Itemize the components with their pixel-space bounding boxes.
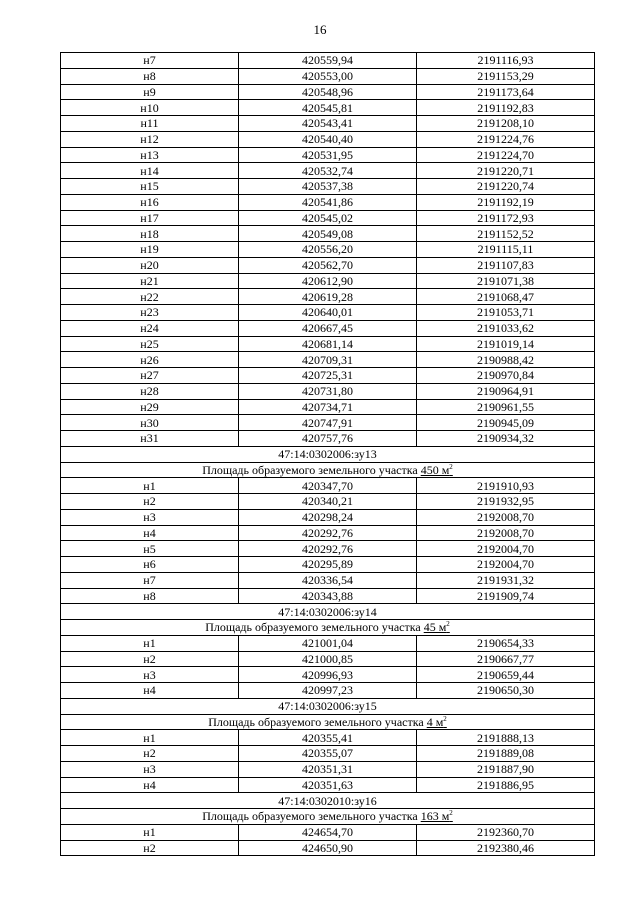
coordinate-row bbox=[61, 746, 595, 762]
x-coordinate: 420292,76 bbox=[239, 541, 417, 557]
x-coordinate: 420747,91 bbox=[239, 415, 417, 431]
coordinate-row bbox=[61, 257, 595, 273]
x-coordinate: 420355,41 bbox=[239, 730, 417, 746]
coordinate-row bbox=[61, 572, 595, 588]
point-id: н12 bbox=[61, 131, 239, 147]
x-coordinate: 424650,90 bbox=[239, 840, 417, 856]
y-coordinate: 2190659,44 bbox=[417, 667, 595, 683]
x-coordinate: 420996,93 bbox=[239, 667, 417, 683]
x-coordinate: 420532,74 bbox=[239, 163, 417, 179]
cadastral-number-row bbox=[61, 446, 595, 462]
area-cell bbox=[61, 714, 595, 730]
point-id: н2 bbox=[61, 840, 239, 856]
y-coordinate: 2190961,55 bbox=[417, 399, 595, 415]
area-amount: 450 м bbox=[420, 462, 450, 477]
point-id: н28 bbox=[61, 383, 239, 399]
x-coordinate: 420548,96 bbox=[239, 84, 417, 100]
area-label: Площадь образуемого земельного участка bbox=[202, 809, 418, 824]
x-coordinate: 420347,70 bbox=[239, 478, 417, 494]
y-coordinate: 2191220,71 bbox=[417, 163, 595, 179]
coordinate-row bbox=[61, 116, 595, 132]
y-coordinate: 2190650,30 bbox=[417, 683, 595, 699]
coordinate-row bbox=[61, 478, 595, 494]
coordinate-row bbox=[61, 226, 595, 242]
x-coordinate: 420295,89 bbox=[239, 557, 417, 573]
coordinate-row bbox=[61, 541, 595, 557]
y-coordinate: 2191886,95 bbox=[417, 777, 595, 793]
point-id: н15 bbox=[61, 179, 239, 195]
coordinate-row bbox=[61, 824, 595, 840]
coordinate-row bbox=[61, 683, 595, 699]
x-coordinate: 420667,45 bbox=[239, 320, 417, 336]
x-coordinate: 420553,00 bbox=[239, 68, 417, 84]
page-number: 16 bbox=[313, 22, 327, 37]
x-coordinate: 420292,76 bbox=[239, 525, 417, 541]
x-coordinate: 420997,23 bbox=[239, 683, 417, 699]
x-coordinate: 420343,88 bbox=[239, 588, 417, 604]
area-cell bbox=[61, 462, 595, 478]
x-coordinate: 420540,40 bbox=[239, 131, 417, 147]
x-coordinate: 420543,41 bbox=[239, 116, 417, 132]
area-amount: 163 м bbox=[420, 809, 450, 824]
cadastral-number: 47:14:0302006:зу14 bbox=[61, 604, 595, 620]
area-value bbox=[424, 620, 450, 634]
point-id: н7 bbox=[61, 53, 239, 69]
point-id: н19 bbox=[61, 242, 239, 258]
area-cell bbox=[61, 809, 595, 825]
x-coordinate: 420681,14 bbox=[239, 336, 417, 352]
y-coordinate: 2191033,62 bbox=[417, 320, 595, 336]
coordinate-row bbox=[61, 525, 595, 541]
coordinate-row bbox=[61, 163, 595, 179]
point-id: н27 bbox=[61, 368, 239, 384]
point-id: н24 bbox=[61, 320, 239, 336]
y-coordinate: 2191173,64 bbox=[417, 84, 595, 100]
coordinate-row bbox=[61, 242, 595, 258]
point-id: н1 bbox=[61, 824, 239, 840]
point-id: н14 bbox=[61, 163, 239, 179]
coordinate-row bbox=[61, 210, 595, 226]
point-id: н1 bbox=[61, 730, 239, 746]
coordinate-row bbox=[61, 557, 595, 573]
point-id: н4 bbox=[61, 777, 239, 793]
coordinate-row bbox=[61, 383, 595, 399]
point-id: н18 bbox=[61, 226, 239, 242]
y-coordinate: 2191116,93 bbox=[417, 53, 595, 69]
coordinate-row bbox=[61, 730, 595, 746]
y-coordinate: 2192004,70 bbox=[417, 557, 595, 573]
cadastral-number: 47:14:0302006:зу15 bbox=[61, 698, 595, 714]
point-id: н2 bbox=[61, 651, 239, 667]
coordinate-row bbox=[61, 494, 595, 510]
point-id: н20 bbox=[61, 257, 239, 273]
x-coordinate: 420298,24 bbox=[239, 509, 417, 525]
point-id: н29 bbox=[61, 399, 239, 415]
y-coordinate: 2190654,33 bbox=[417, 635, 595, 651]
point-id: н10 bbox=[61, 100, 239, 116]
y-coordinate: 2190667,77 bbox=[417, 651, 595, 667]
coordinate-row bbox=[61, 179, 595, 195]
y-coordinate: 2191115,11 bbox=[417, 242, 595, 258]
area-row bbox=[61, 620, 595, 636]
y-coordinate: 2191910,93 bbox=[417, 478, 595, 494]
cadastral-number: 47:14:0302010:зу16 bbox=[61, 793, 595, 809]
area-row bbox=[61, 809, 595, 825]
x-coordinate: 420545,81 bbox=[239, 100, 417, 116]
point-id: н11 bbox=[61, 116, 239, 132]
coordinate-row bbox=[61, 305, 595, 321]
x-coordinate: 420351,31 bbox=[239, 761, 417, 777]
x-coordinate: 420545,02 bbox=[239, 210, 417, 226]
coordinate-row bbox=[61, 131, 595, 147]
y-coordinate: 2191932,95 bbox=[417, 494, 595, 510]
point-id: н13 bbox=[61, 147, 239, 163]
y-coordinate: 2191068,47 bbox=[417, 289, 595, 305]
x-coordinate: 420619,28 bbox=[239, 289, 417, 305]
y-coordinate: 2191071,38 bbox=[417, 273, 595, 289]
y-coordinate: 2191888,13 bbox=[417, 730, 595, 746]
area-amount: 45 м bbox=[423, 620, 447, 635]
coordinate-row bbox=[61, 368, 595, 384]
point-id: н30 bbox=[61, 415, 239, 431]
x-coordinate: 420537,38 bbox=[239, 179, 417, 195]
y-coordinate: 2190970,84 bbox=[417, 368, 595, 384]
y-coordinate: 2191224,70 bbox=[417, 147, 595, 163]
area-label: Площадь образуемого земельного участка bbox=[208, 714, 424, 729]
point-id: н6 bbox=[61, 557, 239, 573]
y-coordinate: 2192360,70 bbox=[417, 824, 595, 840]
coordinate-row bbox=[61, 100, 595, 116]
point-id: н23 bbox=[61, 305, 239, 321]
area-unit-exponent: 2 bbox=[449, 809, 453, 818]
area-cell bbox=[61, 620, 595, 636]
y-coordinate: 2192008,70 bbox=[417, 509, 595, 525]
x-coordinate: 420640,01 bbox=[239, 305, 417, 321]
y-coordinate: 2191172,93 bbox=[417, 210, 595, 226]
x-coordinate: 420549,08 bbox=[239, 226, 417, 242]
point-id: н3 bbox=[61, 761, 239, 777]
point-id: н8 bbox=[61, 588, 239, 604]
x-coordinate: 420612,90 bbox=[239, 273, 417, 289]
y-coordinate: 2191931,32 bbox=[417, 572, 595, 588]
y-coordinate: 2191887,90 bbox=[417, 761, 595, 777]
point-id: н5 bbox=[61, 541, 239, 557]
y-coordinate: 2192004,70 bbox=[417, 541, 595, 557]
y-coordinate: 2191208,10 bbox=[417, 116, 595, 132]
y-coordinate: 2191889,08 bbox=[417, 746, 595, 762]
area-label: Площадь образуемого земельного участка bbox=[205, 620, 421, 635]
y-coordinate: 2191909,74 bbox=[417, 588, 595, 604]
coordinate-row bbox=[61, 667, 595, 683]
coordinate-row bbox=[61, 588, 595, 604]
coordinate-row bbox=[61, 320, 595, 336]
area-value bbox=[427, 715, 447, 729]
x-coordinate: 420340,21 bbox=[239, 494, 417, 510]
area-value bbox=[421, 463, 453, 477]
y-coordinate: 2190964,91 bbox=[417, 383, 595, 399]
cadastral-number-row bbox=[61, 698, 595, 714]
coordinate-row bbox=[61, 399, 595, 415]
x-coordinate: 420709,31 bbox=[239, 352, 417, 368]
coordinate-row bbox=[61, 84, 595, 100]
point-id: н1 bbox=[61, 635, 239, 651]
area-row bbox=[61, 462, 595, 478]
y-coordinate: 2190945,09 bbox=[417, 415, 595, 431]
point-id: н4 bbox=[61, 525, 239, 541]
y-coordinate: 2192380,46 bbox=[417, 840, 595, 856]
y-coordinate: 2191192,19 bbox=[417, 194, 595, 210]
area-unit-exponent: 2 bbox=[443, 714, 447, 723]
coordinate-row bbox=[61, 431, 595, 447]
area-unit-exponent: 2 bbox=[446, 620, 450, 629]
coordinate-row bbox=[61, 777, 595, 793]
y-coordinate: 2190988,42 bbox=[417, 352, 595, 368]
x-coordinate: 420734,71 bbox=[239, 399, 417, 415]
coordinate-row bbox=[61, 289, 595, 305]
point-id: н26 bbox=[61, 352, 239, 368]
point-id: н2 bbox=[61, 494, 239, 510]
x-coordinate: 420562,70 bbox=[239, 257, 417, 273]
x-coordinate: 420757,76 bbox=[239, 431, 417, 447]
point-id: н17 bbox=[61, 210, 239, 226]
x-coordinate: 420355,07 bbox=[239, 746, 417, 762]
y-coordinate: 2191107,83 bbox=[417, 257, 595, 273]
coordinate-row bbox=[61, 68, 595, 84]
point-id: н3 bbox=[61, 509, 239, 525]
point-id: н16 bbox=[61, 194, 239, 210]
x-coordinate: 420731,80 bbox=[239, 383, 417, 399]
point-id: н22 bbox=[61, 289, 239, 305]
point-id: н9 bbox=[61, 84, 239, 100]
point-id: н7 bbox=[61, 572, 239, 588]
x-coordinate: 420531,95 bbox=[239, 147, 417, 163]
area-amount: 4 м bbox=[426, 714, 444, 729]
coordinate-row bbox=[61, 273, 595, 289]
y-coordinate: 2191224,76 bbox=[417, 131, 595, 147]
area-unit-exponent: 2 bbox=[449, 462, 453, 471]
point-id: н8 bbox=[61, 68, 239, 84]
x-coordinate: 424654,70 bbox=[239, 824, 417, 840]
coordinate-row bbox=[61, 53, 595, 69]
cadastral-number-row bbox=[61, 604, 595, 620]
coordinate-row bbox=[61, 840, 595, 856]
y-coordinate: 2191152,52 bbox=[417, 226, 595, 242]
x-coordinate: 420559,94 bbox=[239, 53, 417, 69]
point-id: н2 bbox=[61, 746, 239, 762]
coordinates-table-body bbox=[61, 53, 595, 856]
coordinate-row bbox=[61, 651, 595, 667]
y-coordinate: 2192008,70 bbox=[417, 525, 595, 541]
x-coordinate: 421001,04 bbox=[239, 635, 417, 651]
coordinate-row bbox=[61, 352, 595, 368]
x-coordinate: 420541,86 bbox=[239, 194, 417, 210]
x-coordinate: 420336,54 bbox=[239, 572, 417, 588]
point-id: н25 bbox=[61, 336, 239, 352]
cadastral-number-row bbox=[61, 793, 595, 809]
coordinates-table bbox=[60, 52, 595, 856]
coordinate-row bbox=[61, 509, 595, 525]
point-id: н3 bbox=[61, 667, 239, 683]
y-coordinate: 2191220,74 bbox=[417, 179, 595, 195]
y-coordinate: 2191053,71 bbox=[417, 305, 595, 321]
x-coordinate: 420351,63 bbox=[239, 777, 417, 793]
x-coordinate: 420556,20 bbox=[239, 242, 417, 258]
coordinate-row bbox=[61, 415, 595, 431]
x-coordinate: 421000,85 bbox=[239, 651, 417, 667]
point-id: н4 bbox=[61, 683, 239, 699]
y-coordinate: 2191192,83 bbox=[417, 100, 595, 116]
coordinate-row bbox=[61, 635, 595, 651]
point-id: н21 bbox=[61, 273, 239, 289]
area-row bbox=[61, 714, 595, 730]
y-coordinate: 2191019,14 bbox=[417, 336, 595, 352]
area-label: Площадь образуемого земельного участка bbox=[202, 462, 418, 477]
area-value bbox=[421, 809, 453, 823]
x-coordinate: 420725,31 bbox=[239, 368, 417, 384]
point-id: н1 bbox=[61, 478, 239, 494]
point-id: н31 bbox=[61, 431, 239, 447]
coordinate-row bbox=[61, 147, 595, 163]
coordinate-row bbox=[61, 336, 595, 352]
coordinate-row bbox=[61, 194, 595, 210]
y-coordinate: 2191153,29 bbox=[417, 68, 595, 84]
coordinate-row bbox=[61, 761, 595, 777]
y-coordinate: 2190934,32 bbox=[417, 431, 595, 447]
cadastral-number: 47:14:0302006:зу13 bbox=[61, 446, 595, 462]
